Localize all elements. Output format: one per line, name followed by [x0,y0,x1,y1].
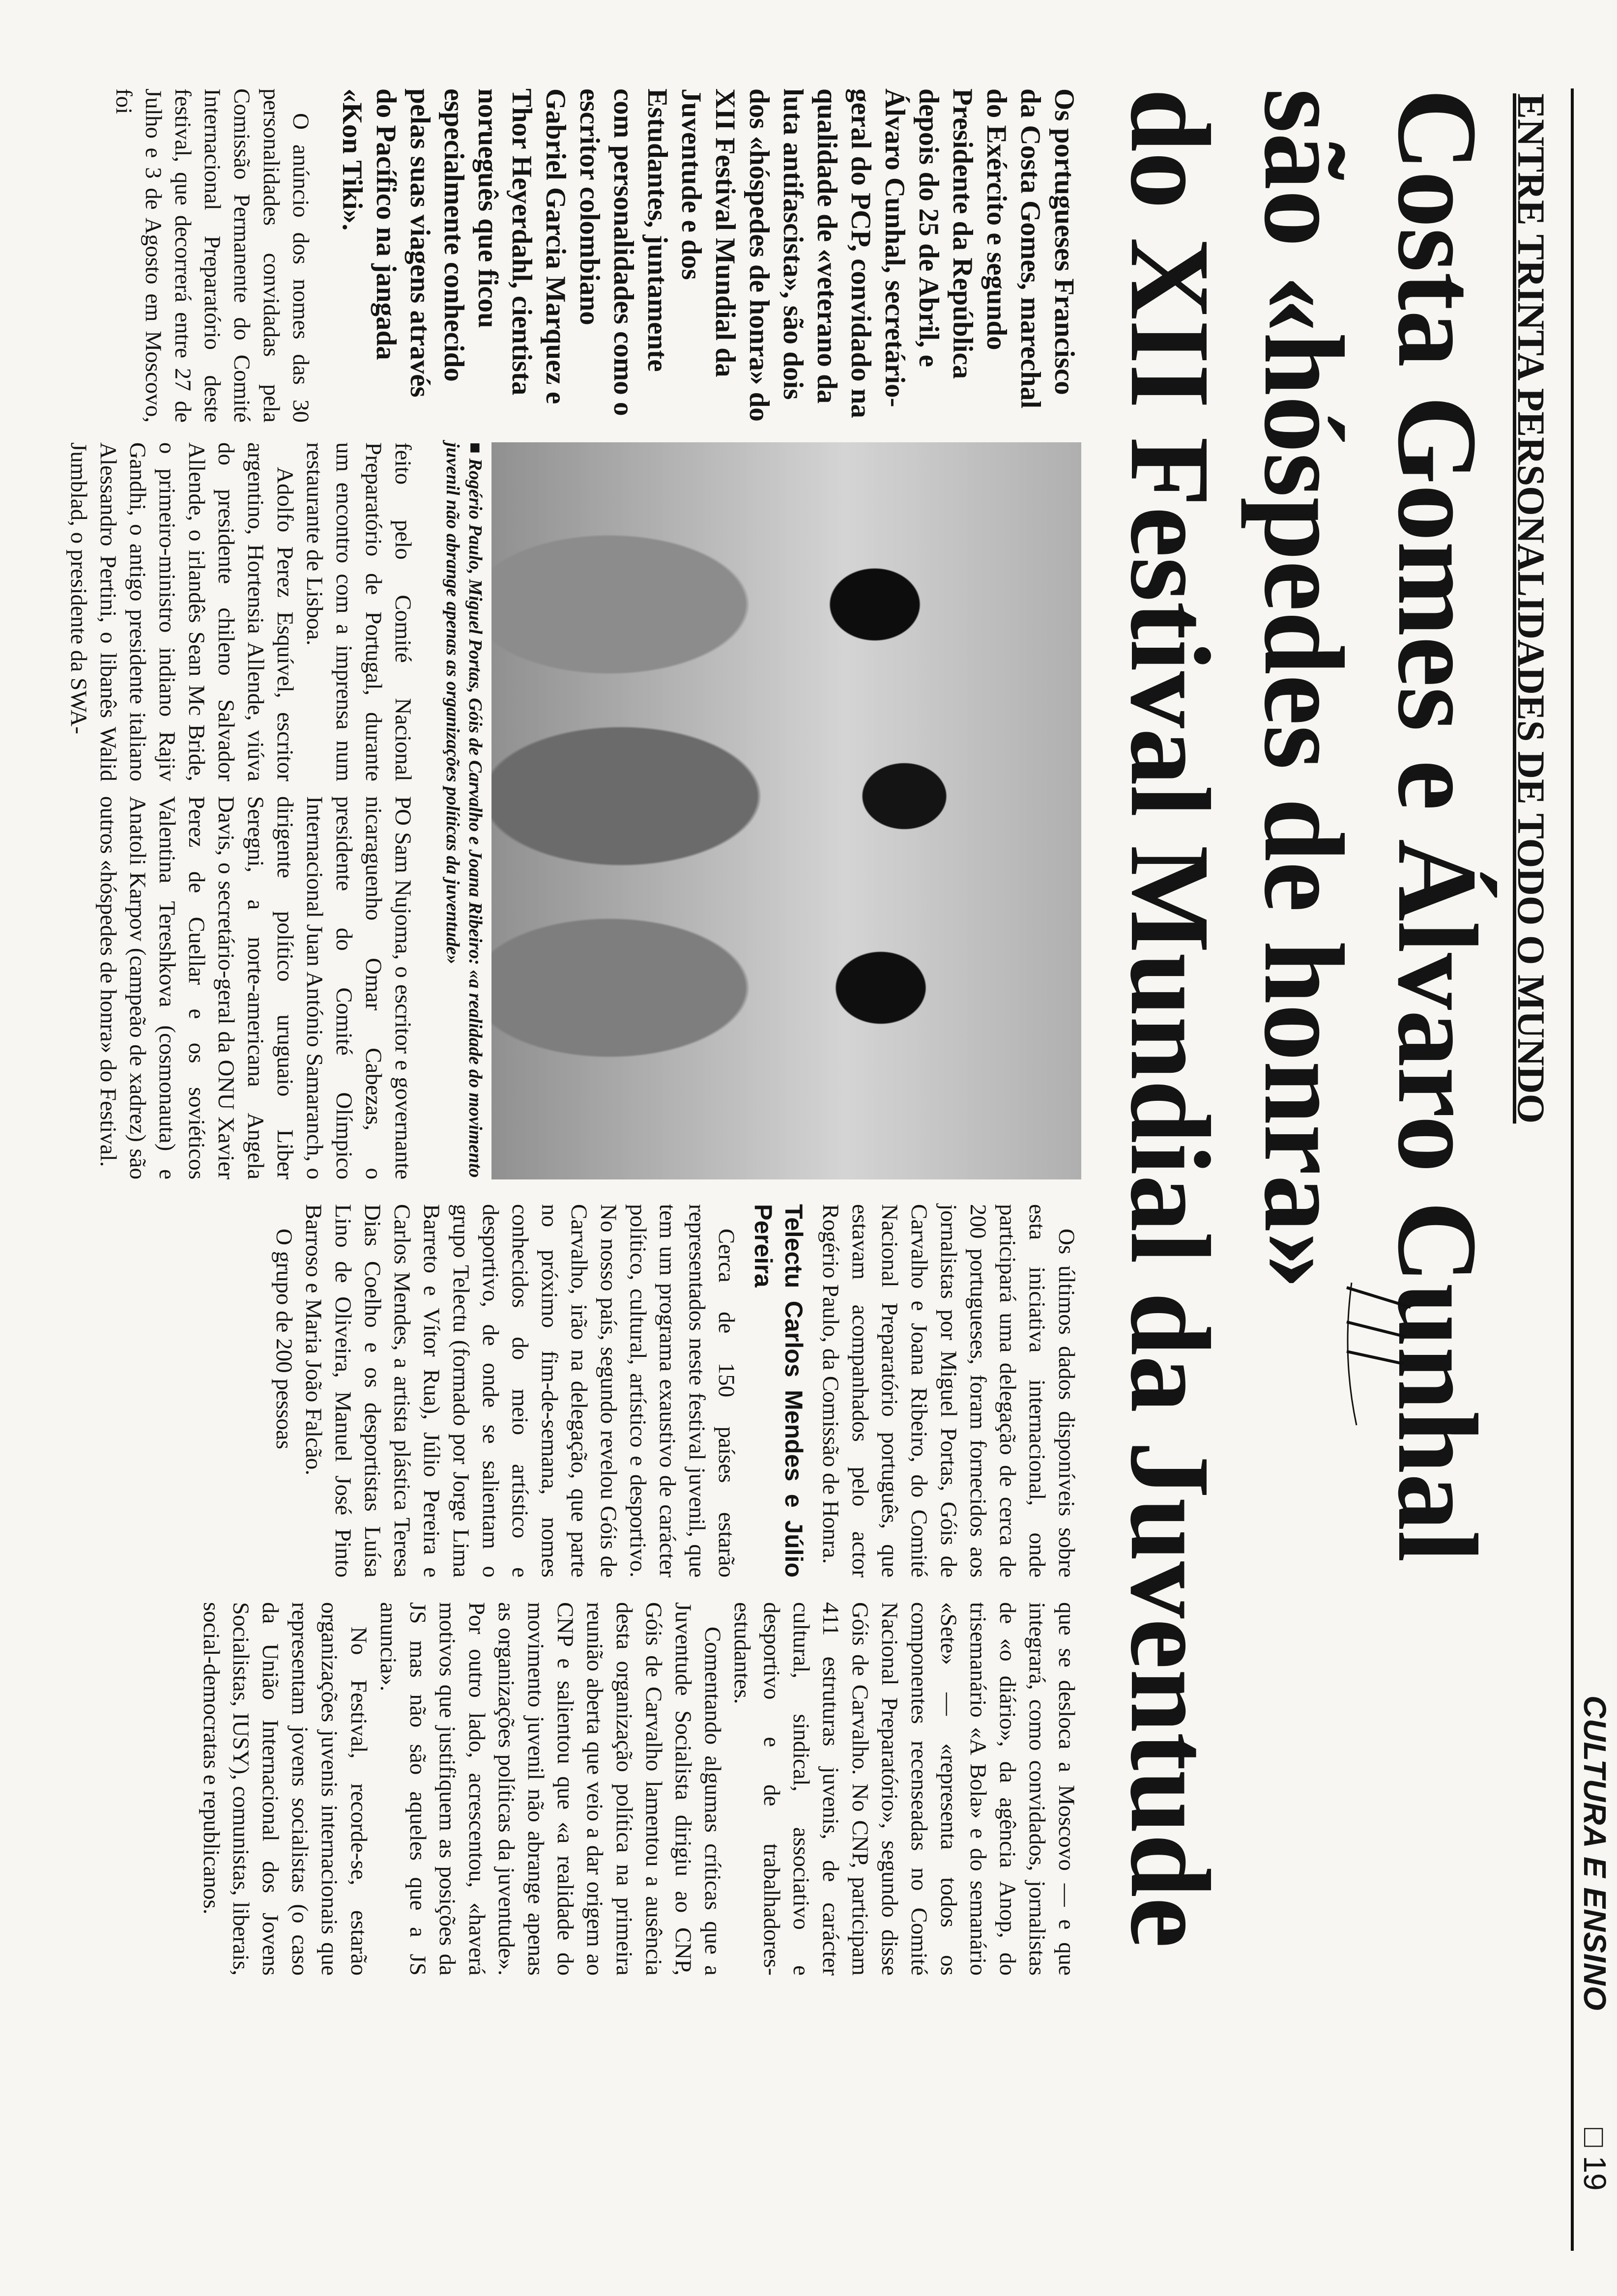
section-label: CULTURA E ENSINO [1577,1695,1613,2011]
headline-line-2: são «hóspedes de honra» [1241,88,1367,1289]
body-paragraph: Os últimos dados disponíveis sobre esta iniciativa internacional, onde participará uma delegação de cerca de 200 portugueses, foram fornecidos aos jornalistas por Miguel Portas, Góis de Carvalho e Joana Ribeiro, do Comité Nacional Preparatório português, que estavam acompanhados pelo actor Rogério Paulo, da Comissão de Honra. [818,1204,1079,1578]
column-2 [66,442,418,781]
column-3 [95,796,418,1179]
photo-caption [441,442,487,1179]
headline [1103,88,1504,2251]
body-paragraph: PO Sam Nujoma, o escritor e governante nicaraguenho Omar Cabezas, o presidente do Comité Olímpico Internacional Juan António Samaranch, o dirigente político uruguaio Liber Seregni, a norte-americana Angela Davis, o secretário-geral da ONU Xavier Perez de Cuellar e os soviéticos Valentina Tereshkova (cosmonauta) e Anatoli Karpov (campeão de xadrez) são outros «hóspedes de honra» do Festival. [95,796,416,1179]
headline-line-1: Costa Gomes e Álvaro Cunhal [1374,88,1501,1562]
body-paragraph: O grupo de 200 pessoas [271,1229,297,1450]
header-rule [1571,88,1574,2251]
body-paragraph: Cerca de 150 países estarão representados neste festival juvenil, que tem um programa exaustivo de carácter político, cultural, artístico e desportivo. No nosso país, segundo revelou Góis de Carvalho, irão na delegação, que parte no próximo fim-de-semana, nomes conhecidos do meio artístico e desportivo, de onde se salientam o grupo Telectu (formado por Jorge Lima Barreto e Vítor Rua), Júlio Pereira e Carlos Mendes, a artista plástica Teresa Dias Coelho e os desportistas Luísa Lino de Oliveira, Manuel José Pinto Barroso e Maria João Falcão. [301,1204,739,1578]
body-paragraph: O anúncio dos nomes das 30 personalidades convidadas pela Comissão Permanente do Comité Internacional Preparatório deste festival, que decorrerá entre 27 de Julho e 3 de Agosto em Moscovo, foi [111,88,314,423]
body-paragraph: feito pelo Comité Nacional Preparatório de Portugal, durante um encontro com a imprensa num restaurante de Lisboa. [302,442,416,781]
column-5 [157,1602,1081,1976]
body-paragraph: Comentando algumas críticas que a Juventude Socialista dirigiu ao CNP, Góis de Carvalho lamentou a ausência desta organização política na primeira reunião aberta que veio a dar origem ao CNP e salientou que «a realidade do movimento juvenil não abrange apenas as organizações políticas da juventude». Por outro lado, acrescentou, «haverá motivos que justifiquem as posições da JS mas não são aqueles que a JS anuncia». [375,1602,725,1976]
rotated-article [66,88,1617,2251]
kicker: ENTRE TRINTA PERSONALIDADES DE TODO O MUNDO [1510,93,1553,1124]
lead-paragraph: Os portugueses Francisco da Costa Gomes, marechal do Exército e segundo Presidente da República depois do 25 de Abril, e Álvaro Cunhal, secretário-geral do PCP, convidado na qualidade de «veterano da luta antifascista», são dois dos «hóspedes de honra» do XII Festival Mundial da Juventude e dos Estudantes, juntamente com personalidades como o escritor colombiano Gabriel Garcia Marquez e Thor Heyerdahl, cientista norueguês que ficou especialmente conhecido pelas suas viagens através do Pacífico na jangada «Kon Tiki». [337,88,1080,422]
headline-line-3: do XII Festival Mundial da Juventude [1107,88,1233,1948]
body-paragraph: Adolfo Perez Esquível, escritor argentino, Hortensia Allende, viúva do presidente chileno Salvador Allende, o irlandês Sean Mc Bride, o primeiro-ministro indiano Rajiv Gandhi, o antigo presidente italiano Alessandro Pertini, o libanês Walid Jumblad, o presidente da SWA- [66,442,298,781]
column-4 [157,1204,1081,1578]
caption-square-icon: ■ [465,442,486,459]
square-icon: □ [1577,2128,1613,2147]
body-paragraph: que se desloca a Moscovo — e que integrará, como convidados, jornalistas de «o diário», da agência Anop, do trisemanário «A Bola» e do semanário «Sete» — «representa todos os componentes recenseadas no Comité Nacional Preparatório», segundo disse Góis de Carvalho. No CNP, participam 411 estruturas juvenis, de carácter cultural, sindical, associativo e desportivo e de trabalhadores-estudantes. [729,1602,1079,1976]
page-number-text: 19 [1577,2155,1613,2191]
caption-text: Rogério Paulo, Miguel Portas, Góis de Carvalho e Joana Ribeiro: «a realidade do movimento juvenil não abrange apenas as organizações políticas da juventude» [442,442,486,1178]
page-number [1577,2128,1613,2191]
handwritten-date-mark [1342,1278,1415,1435]
body-paragraph: No Festival, recorde-se, estarão organizações juvenis internacionais que representam jovens socialistas (o caso da União Internacional dos Jovens Socialistas, IUSY), comunistas, liberais, social-democratas e republicanos. [199,1602,372,1976]
news-photo [491,442,1081,1179]
subheading: Telectu Carlos Mendes e Júlio Pereira [750,1204,808,1578]
column-1 [111,88,1081,423]
